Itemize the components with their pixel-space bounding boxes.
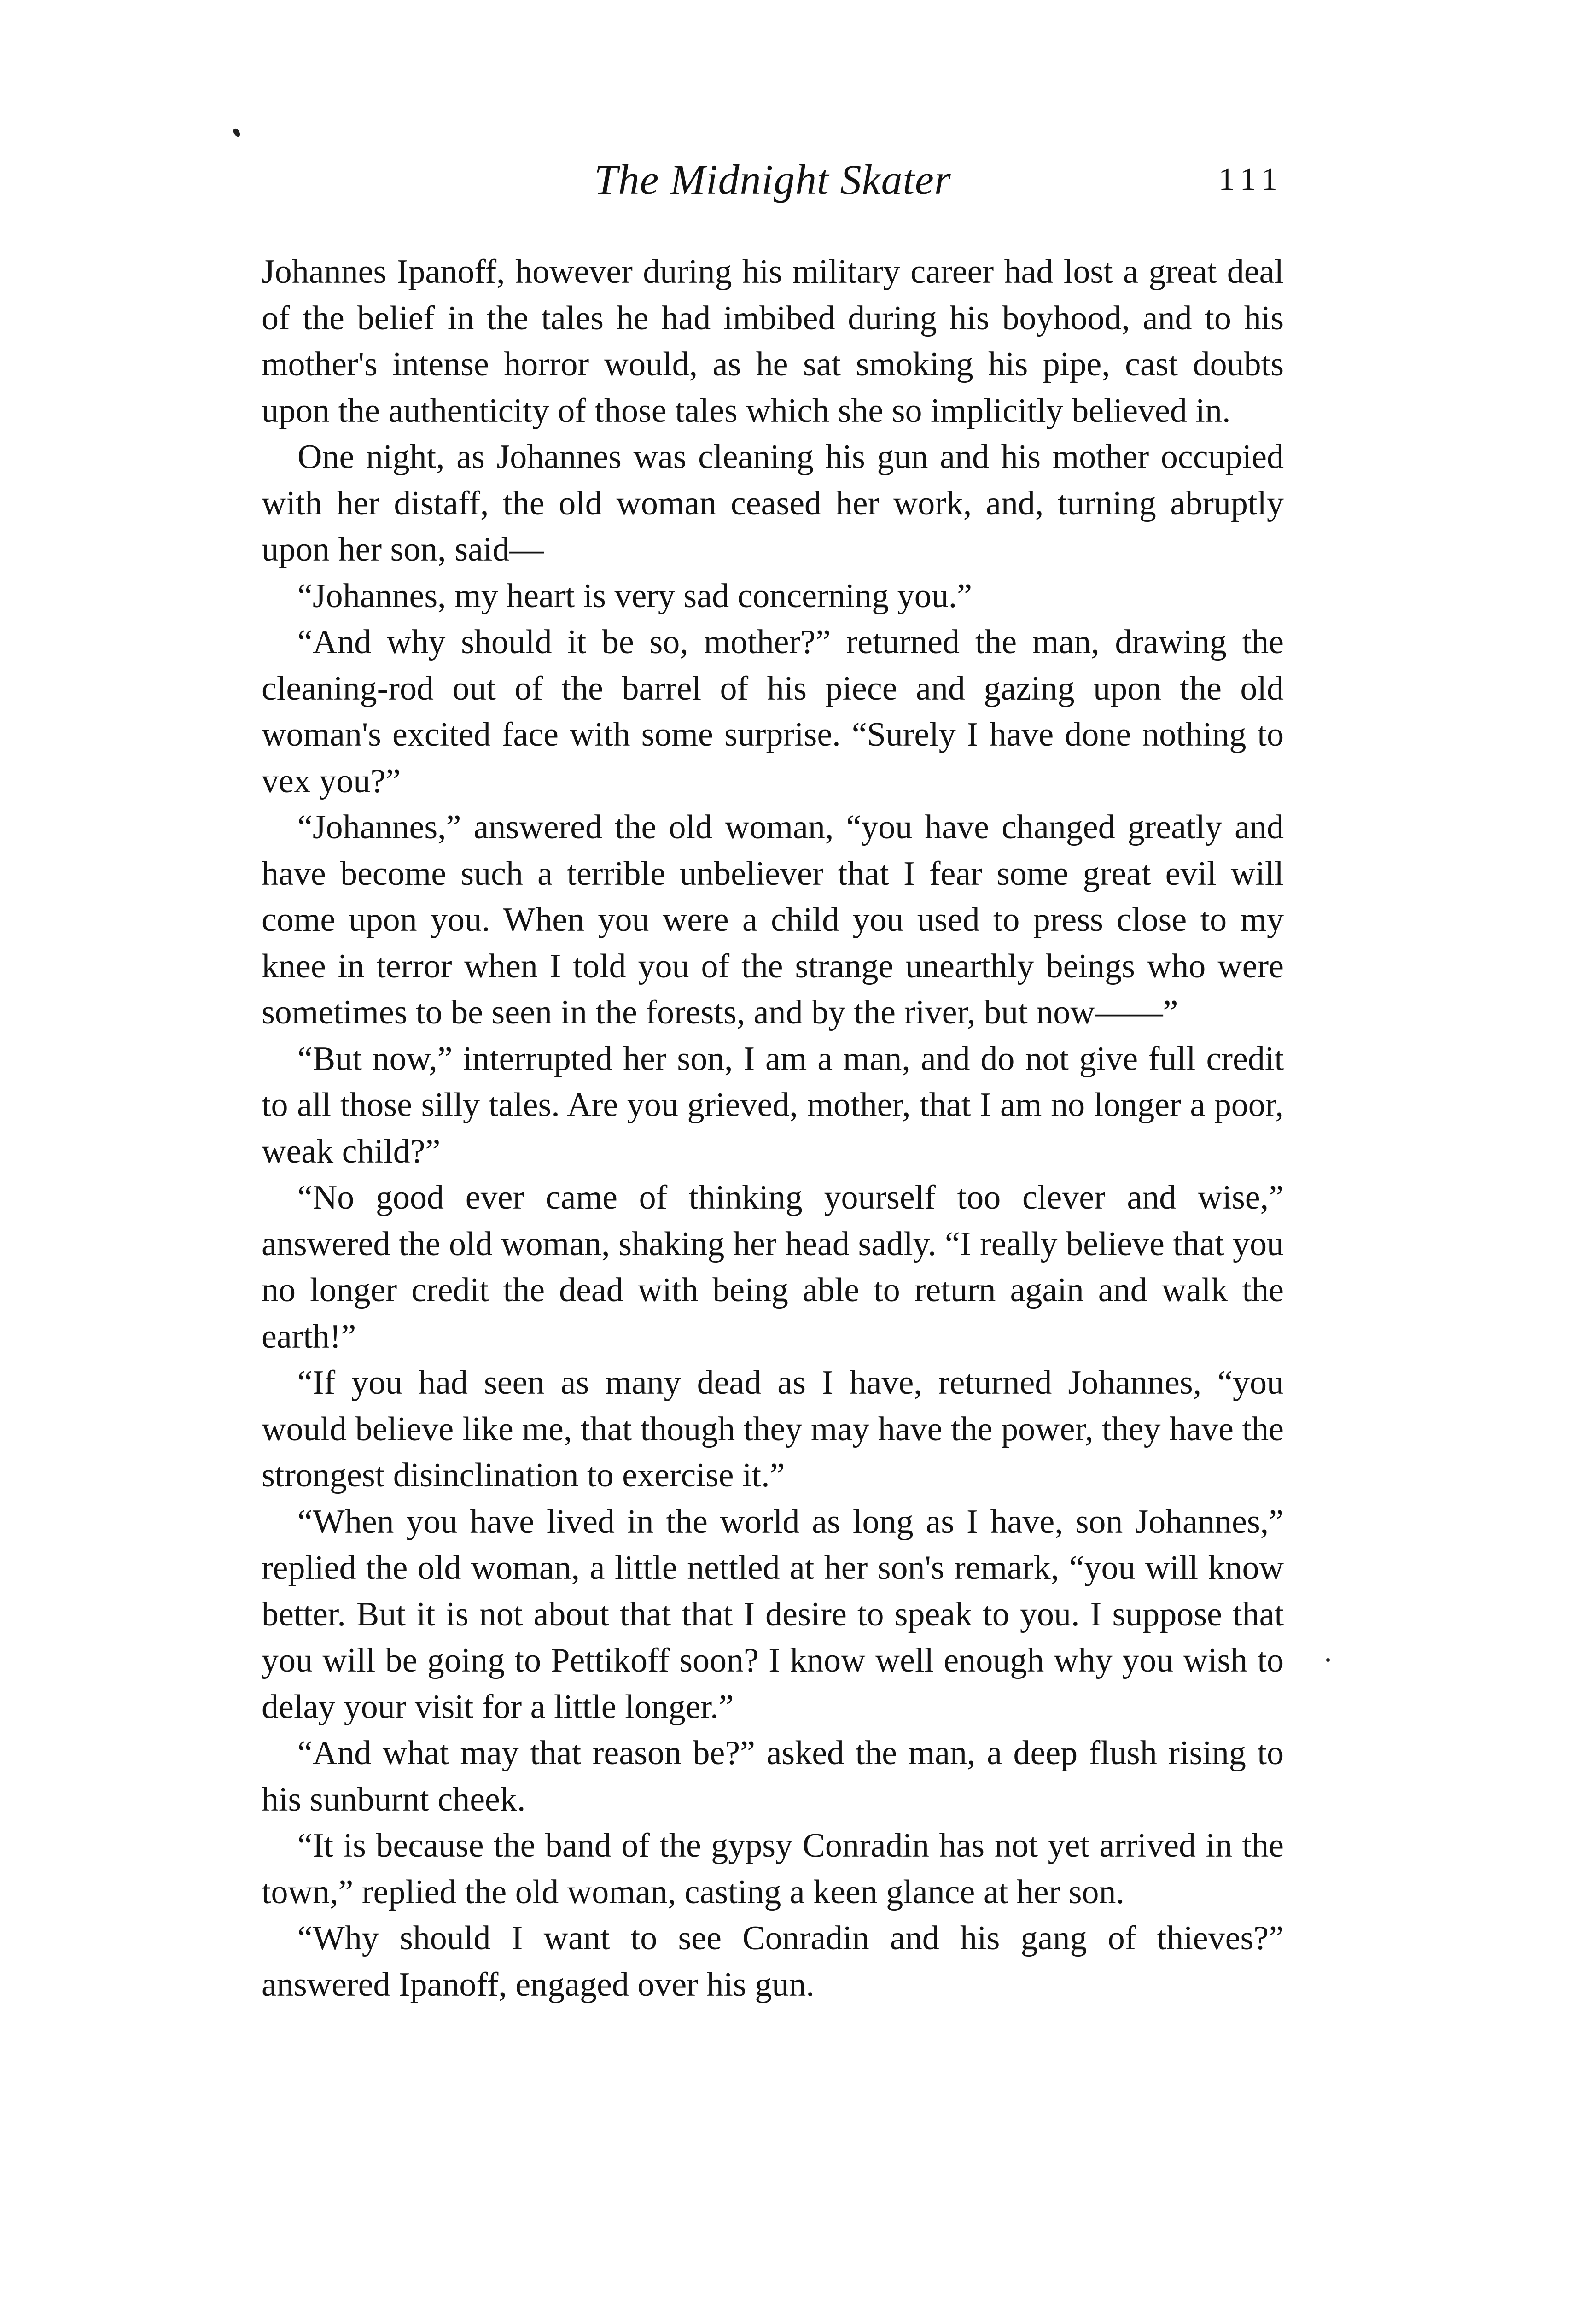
paragraph: One night, as Johannes was cleaning his gun and his mother occupied with her distaff, the old woman ceased her work, and, turning abruptly upon her son, said—: [262, 438, 1284, 568]
paragraph: “Johannes, my heart is very sad concerning you.”: [297, 577, 973, 615]
paragraph: “And why should it be so, mother?” returned the man, drawing the cleaning-rod out of the barrel of his piece and gazing upon the old woman's excited face with some surprise. “Surely I have done nothing to vex you?”: [262, 623, 1284, 800]
paragraph: “And what may that reason be?” asked the man, a deep flush rising to his sunburnt cheek.: [262, 1734, 1284, 1818]
running-head: [262, 152, 1284, 207]
paragraph: “Why should I want to see Conradin and his gang of thieves?” answered Ipanoff, engaged over his gun.: [262, 1919, 1284, 2004]
ink-speck: [1326, 1658, 1330, 1662]
paragraph: “But now,” interrupted her son, I am a man, and do not give full credit to all those silly tales. Are you grieved, mother, that I am no longer a poor, weak child?”: [262, 1040, 1284, 1170]
paragraph: “If you had seen as many dead as I have, returned Johannes, “you would believe like me, that though they may have the power, they have the strongest disinclination to exercise it.”: [262, 1364, 1284, 1494]
paragraph: “When you have lived in the world as long as I have, son Johannes,” replied the old woman, a little nettled at her son's remark, “you will know better. But it is not about that that I desire to speak to you. I suppose that you will be going to Pettikoff soon? I know well enough why you wish to delay your visit for a little longer.”: [262, 1502, 1284, 1726]
running-title: The Midnight Skater: [594, 156, 951, 203]
paragraph: Johannes Ipanoff, however during his military career had lost a great deal of the belief in the tales he had imbibed during his boyhood, and to his mother's intense horror would, as he sat smoking his pipe, cast doubts upon the authenticity of those tales which she so implicitly believed in.: [262, 253, 1284, 430]
paragraph: “Johannes,” answered the old woman, “you have changed greatly and have become such a terrible unbeliever that I fear some great evil will come upon you. When you were a child you used to press close to my knee in terror when I told you of the strange unearthly beings who were sometimes to be seen in the forests, and by the river, but now——”: [262, 808, 1284, 1031]
page-number: 111: [1218, 162, 1284, 197]
paragraph: “No good ever came of thinking yourself too clever and wise,” answered the old woman, shaking her head sadly. “I really believe that you no longer credit the dead with being able to return again and walk the earth!”: [262, 1179, 1284, 1356]
body-text: [262, 249, 1284, 2008]
ink-speck: [232, 127, 241, 138]
paragraph: “It is because the band of the gypsy Conradin has not yet arrived in the town,” replied the old woman, casting a keen glance at her son.: [262, 1827, 1284, 1911]
